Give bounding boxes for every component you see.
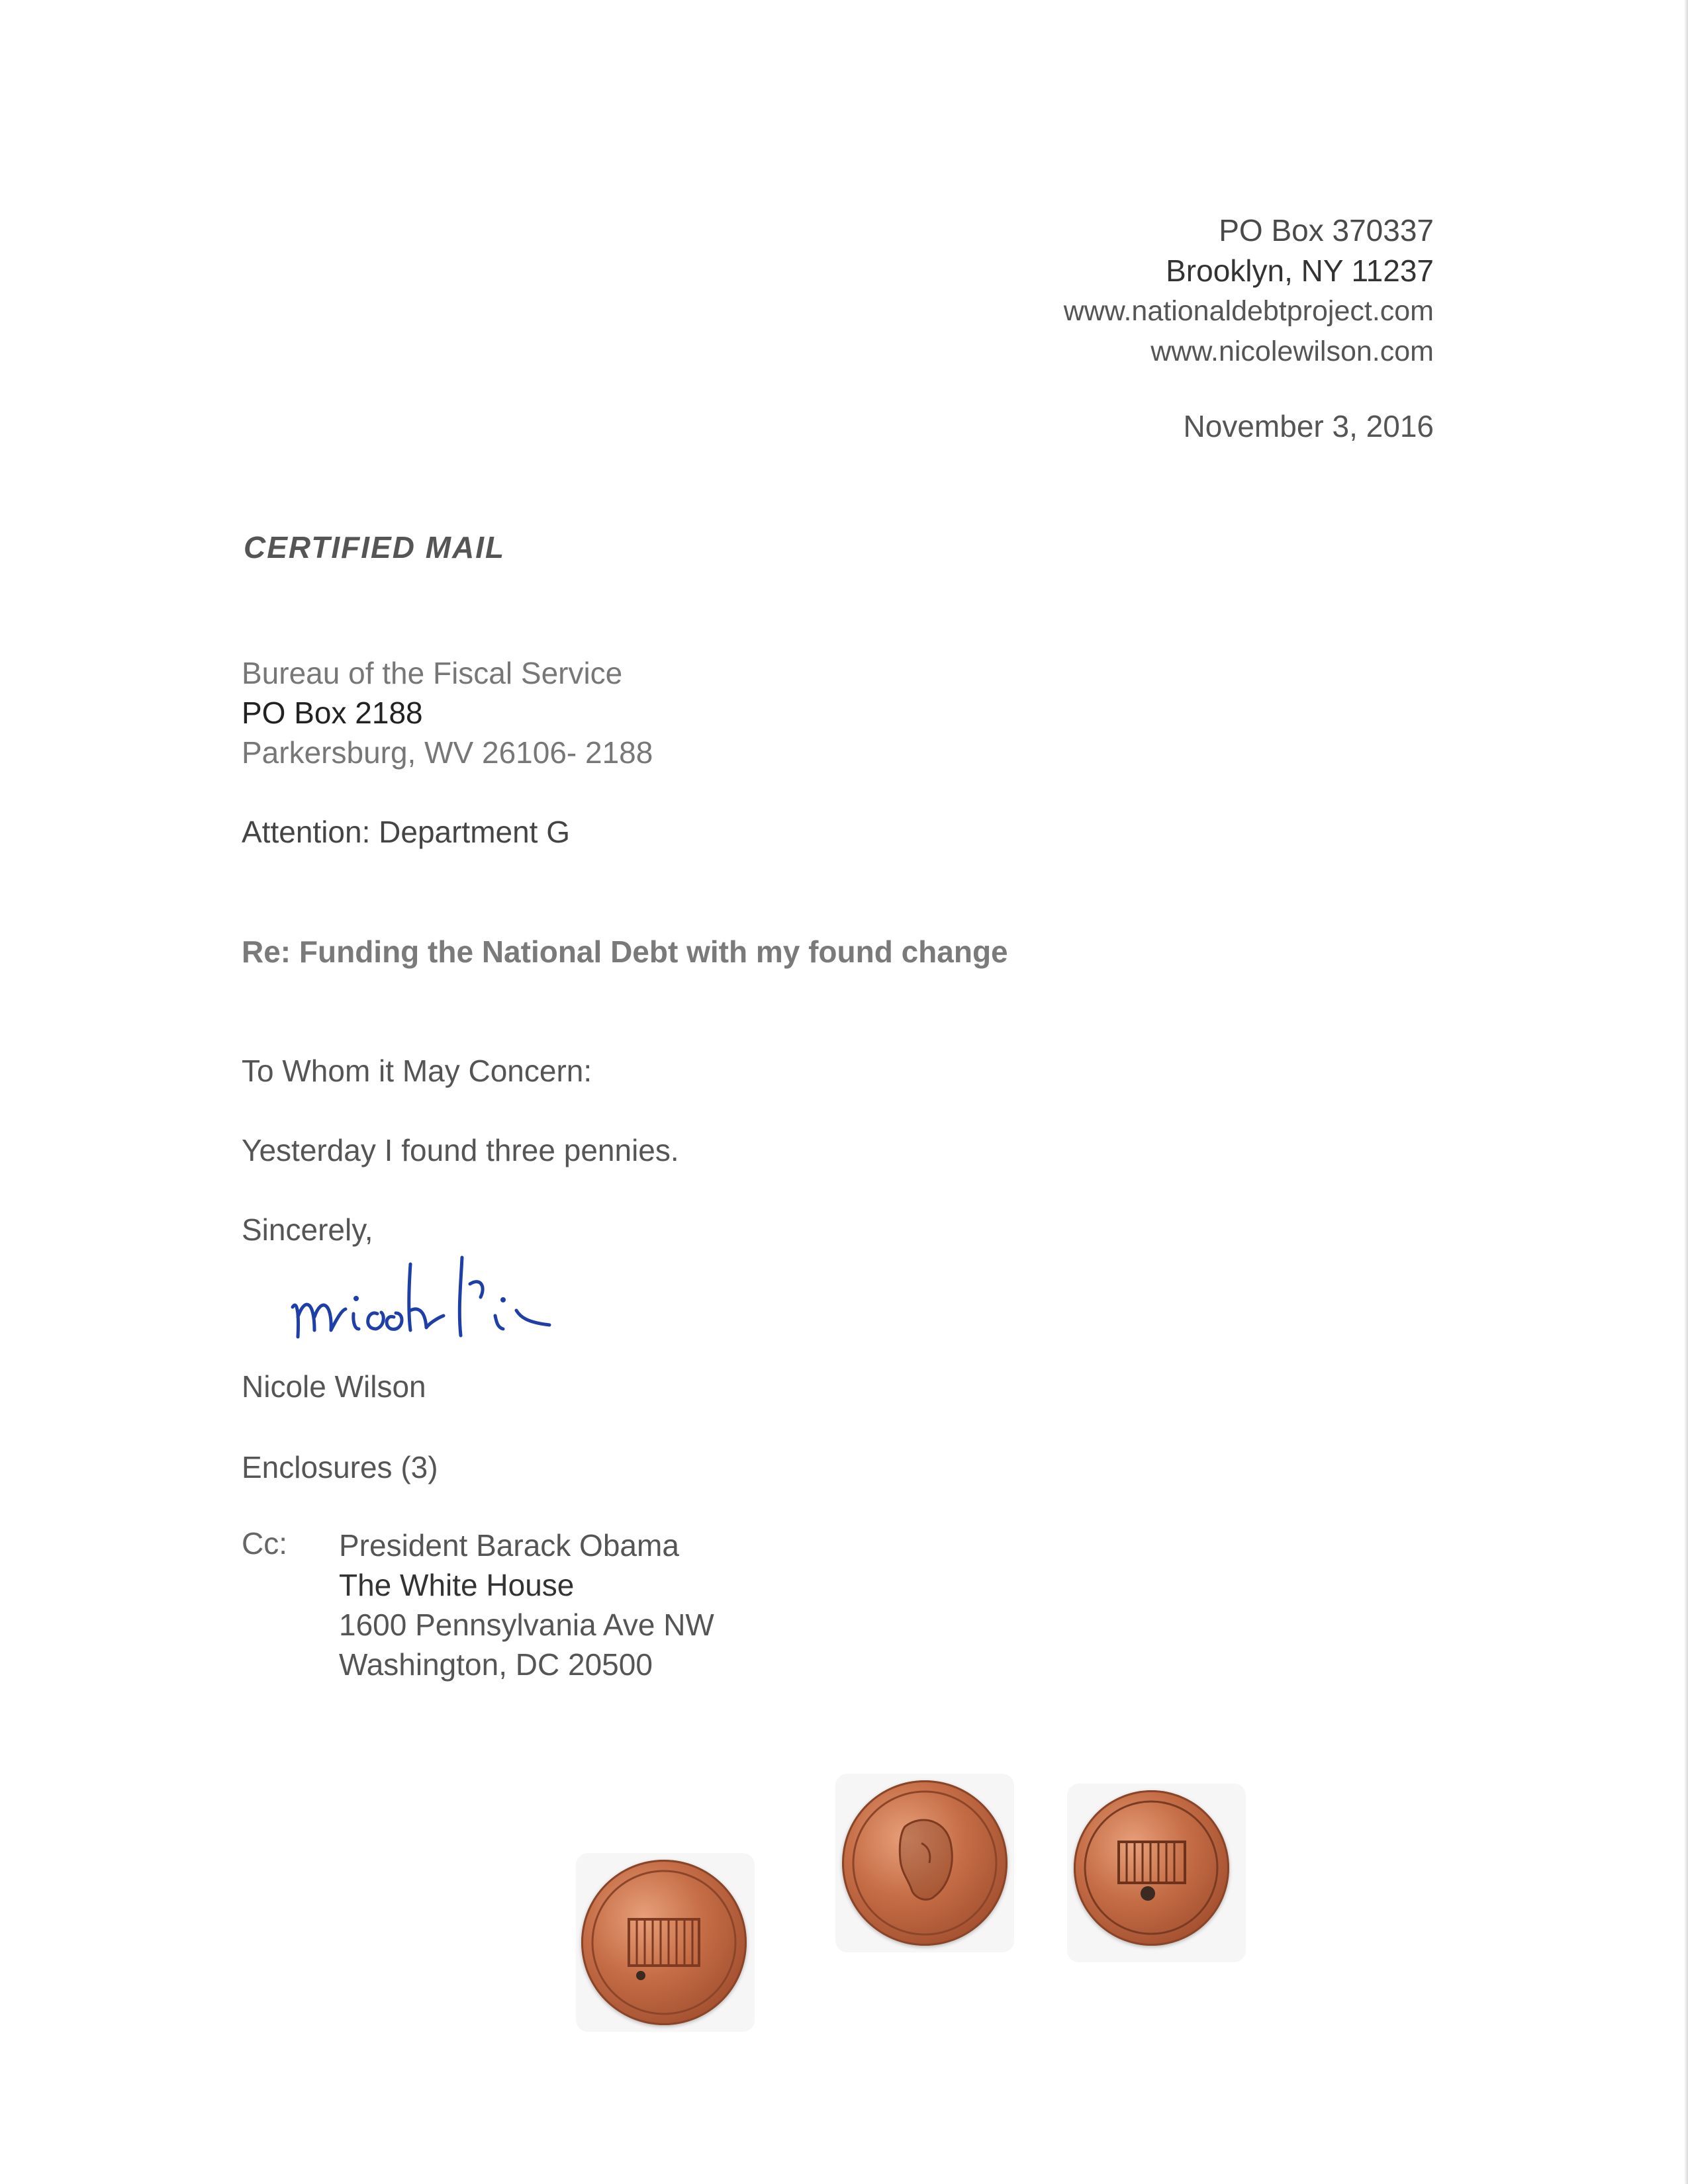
penny-obverse <box>842 1780 1008 1946</box>
attention-line: Attention: Department G <box>242 815 571 849</box>
cc-street: 1600 Pennsylvania Ave NW <box>339 1608 714 1642</box>
certified-mail-heading: CERTIFIED MAIL <box>244 530 506 565</box>
recipient-address <box>242 653 653 772</box>
recipient-city: Parkersburg, WV 26106- 2188 <box>242 735 653 770</box>
letter-body: Yesterday I found three pennies. <box>242 1133 679 1167</box>
closing: Sincerely, <box>242 1212 373 1247</box>
sender-po-box: PO Box 370337 <box>1219 213 1434 248</box>
sender-website-1: www.nationaldebtproject.com <box>1063 295 1434 327</box>
sender-address <box>1064 210 1434 372</box>
cc-name: President Barack Obama <box>339 1528 679 1563</box>
cc-org: The White House <box>339 1568 575 1602</box>
page-edge-shadow <box>1684 0 1688 2184</box>
cc-city: Washington, DC 20500 <box>339 1647 653 1682</box>
penny-reverse-2 <box>1074 1790 1229 1946</box>
recipient-name: Bureau of the Fiscal Service <box>242 656 623 690</box>
subject-line: Re: Funding the National Debt with my found change <box>242 934 1008 969</box>
recipient-po-box: PO Box 2188 <box>242 696 423 730</box>
sender-city: Brooklyn, NY 11237 <box>1166 253 1434 288</box>
enclosures-line: Enclosures (3) <box>242 1450 438 1484</box>
handwritten-signature <box>285 1244 589 1350</box>
cc-label: Cc: <box>242 1526 287 1561</box>
salutation: To Whom it May Concern: <box>242 1054 592 1088</box>
penny-reverse-1 <box>581 1860 747 2025</box>
letter-date: November 3, 2016 <box>1183 409 1434 443</box>
signer-name: Nicole Wilson <box>242 1369 426 1404</box>
cc-address <box>339 1525 714 1684</box>
sender-website-2: www.nicolewilson.com <box>1150 336 1434 367</box>
